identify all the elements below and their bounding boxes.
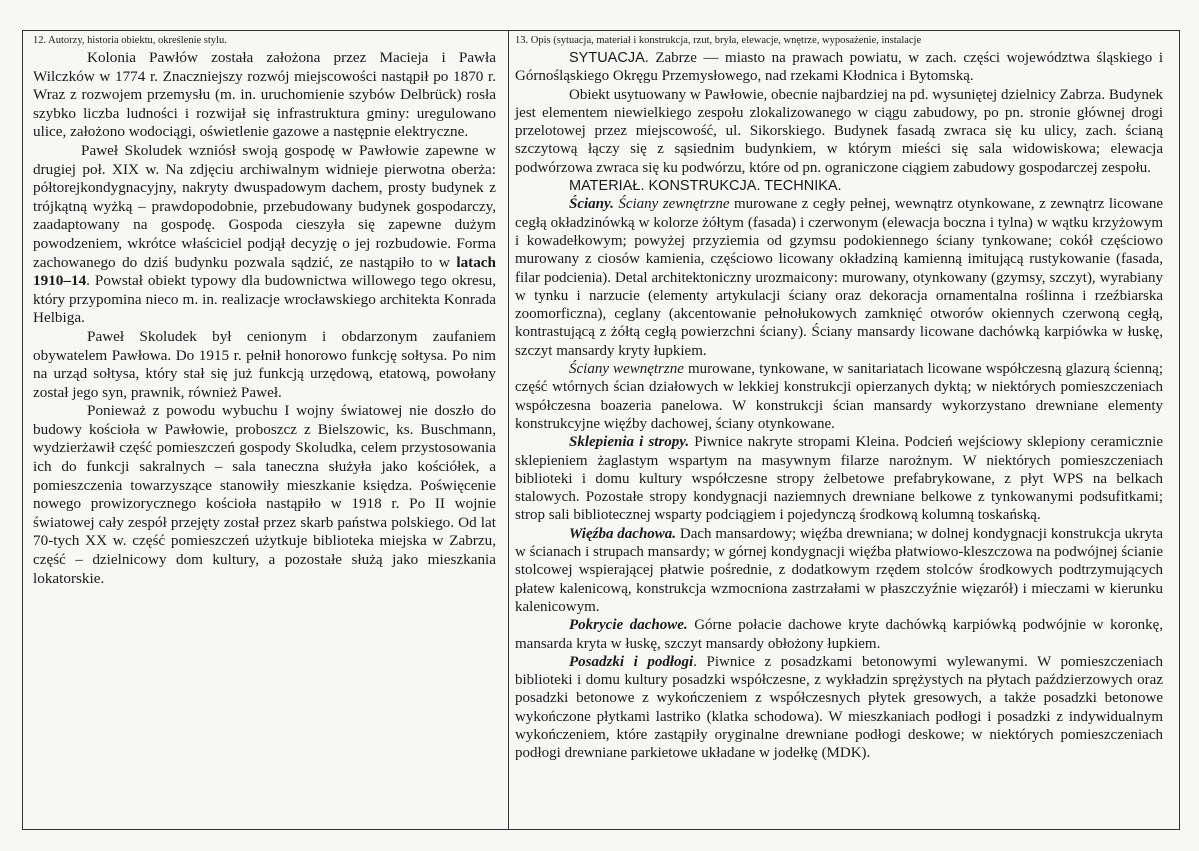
walls-paragraph — [515, 195, 1163, 360]
history-paragraph-2-text-b: . Powstał obiekt typowy dla budownictwa willowego tego okresu, który przypomina nieco m. in. realizacje wrocławskiego architekta Konrada Helbiga. — [33, 272, 496, 327]
section-12-header: 12. Autorzy, historia obiektu, określenie stylu. — [33, 35, 227, 46]
floors-heading: Posadzki i podłogi — [569, 653, 694, 670]
history-paragraph-3: Paweł Skoludek był cenionym i obdarzonym zaufaniem obywatelem Pawłowa. Do 1915 r. pełnił honorowo funkcję sołtysa. Po nim na urząd sołtysa, który stał się już funkcją urzędową, etatową, powołany został jego syn, prawnik, również Paweł. — [33, 327, 496, 401]
section-13-header: 13. Opis (sytuacja, materiał i konstrukcja, rzut, bryła, elewacje, wnętrze, wyposażenie, instalacje — [515, 35, 922, 46]
roof-truss-paragraph — [515, 525, 1163, 616]
history-paragraph-2-text-a: Paweł Skoludek wzniósł swoją gospodę w Pawłowie zapewne w drugiej poł. XIX w. Na zdjęciu archiwalnym widnieje pierwotna oberża: półtorejkondygnacyjny, nakryty dwuspadowym dachem, prosty budynek z trójkątną wyżką – prawdopodobnie, przebudowany budynek gospodarczy, zaadaptowany na gospodę. Gospoda cieszyła się zapewne dużym powodzeniem, wkrótce właściciel podjął decyzję o jej rozbudowie. Forma zachowanego do dziś budynku pozwala sądzić, ze nastąpiło to w — [33, 141, 496, 271]
walls-heading: Ściany. — [569, 196, 614, 213]
location-paragraph: Obiekt usytuowany w Pawłowie, obecnie najbardziej na pd. wysuniętej dzielnicy Zabrza. Budynek jest elementem niewielkiego zespołu zlokalizowanego w ciągu zabudowy, po pn. stronie głównej drogi przelotowej przez miejscowość, ul. Sikorskiego. Budynek fasadą zwraca się ku ulicy, zach. ścianą szczytową łączy się z sąsiednim budynkiem, w którym mieści się sala widowiskowa; elewacja podwórzowa zwraca się ku podwórzu, które od pn. ograniczone ciągiem zabudowy gospodarczej zespołu. — [515, 86, 1163, 176]
history-paragraph-2 — [33, 142, 496, 328]
roof-cover-paragraph — [515, 616, 1163, 653]
roof-truss-text: Dach mansardowy; więźba drewniana; w dolnej kondygnacji konstrukcja ukryta w ścianach i strupach mansardy; w górnej kondygnacji więźba płatwiowo-kleszczowa na podwójnej ścianie stolcowej wspierającej płatwie pośrednie, z dodatkowym rzędem stolców środkowych podtrzymujących płatew kalenicową, konstrukcja wzmocniona zastrzałami w płaszczyźnie więzarół) i mieczami w kierunku kalenicowym. — [515, 525, 1163, 615]
history-paragraph-2-dates: latach 1910–14 — [33, 253, 496, 290]
material-heading: MATERIAŁ. KONSTRUKCJA. TECHNIKA. — [569, 178, 842, 195]
walls-interior-term: Ściany wewnętrzne — [569, 361, 684, 378]
history-paragraph-4: Ponieważ z powodu wybuchu I wojny światowej nie doszło do budowy kościoła w Pawłowie, proboszcz z Bielszowic, ks. Buschmann, wydzierżawił część pomieszczeń gospody Skoludka, celem przystosowania ich do funkcji sakralnych – sala taneczna służyła jako kościółek, a pomieszczenia towarzyszące stanowiły mieszkanie księdza. Poświęcenie nowego prowizorycznego kościoła nastąpiło w 1918 r. Po II wojnie światowej cały zespół przejęty został przez skarb państwa polskiego. Od lat 70-tych XX w. część pomieszczeń użytkuje biblioteka miejska w Zabrzu, część – dzielnicowy dom kultury, a pozostałe służą jako mieszkania lokatorskie. — [33, 402, 496, 587]
walls-interior-text: murowane, tynkowane, w sanitariatach licowane współczesną glazurą ścienną; część wtórnych ścian działowych w lekkiej konstrukcji opierzanych dyktą; w niektórych pomieszczeniach współczesna boazeria panelowa. W konstrukcji ścian mansardy wykorzystano drewniane elementy konstrukcyjne więźby dachowej, ściany otynkowane. — [515, 361, 1163, 432]
history-paragraph-1: Kolonia Pawłów została założona przez Macieja i Pawła Wilczków w 1774 r. Znaczniejszy rozwój miejscowości nastąpił po 1870 r. Wraz z rozwojem przemysłu (m. in. uruchomienie szybów Delbrück) rosła szybko liczba ludności i rozwijał się infrastruktura gminy: uregulowano ulice, założono wodociągi, oświetlenie gazowe a następnie elektryczne. — [33, 49, 496, 141]
situation-paragraph — [515, 49, 1163, 86]
floors-paragraph — [515, 653, 1163, 763]
walls-exterior-term: Ściany zewnętrzne — [618, 196, 730, 213]
roof-cover-text: Górne połacie dachowe kryte dachówką karpiówką podwójnie w koronkę, mansarda kryta w łuskę, szczyt mansardy obłożony łupkiem. — [515, 617, 1163, 652]
roof-cover-heading: Pokrycie dachowe. — [569, 617, 688, 634]
history-column — [23, 31, 509, 829]
document-frame — [22, 30, 1180, 830]
vaults-text: Piwnice nakryte stropami Kleina. Podcień wejściowy sklepiony ceramicznie sklepieniem żaglastym wspartym na masywnym filarze narożnym. W niektórych pomieszczeniach biblioteki i domu kultury współczesne stropy żelbetowe prefabrykowane, z płyt WPS na belkach stalowych. Pozostałe stropy kondygnacji naziemnych drewniane belkowe z tynkowanymi podsufitkami; strop sali bibliotecznej wsparty podciągiem i pojedynczą środkową kolumną toskańską. — [515, 434, 1163, 524]
situation-heading: SYTUACJA. — [569, 50, 649, 66]
floors-text: . Piwnice z posadzkami betonowymi wylewanymi. W pomieszczeniach biblioteki i domu kultury posadzki współczesne, z wykładzin sprężystych na płytach paździerzowych oraz posadzki betonowe z wykończeniem z współczesnych płytek gresowych, a także posadzki betonowe wykończone płytkami lastriko (klatka schodowa). W mieszkaniach podłogi i posadzki z indywidualnym wykończeniem, które zastąpiły oryginalne drewniane podłogi deskowe; w niektórych pomieszczeniach podłogi drewniane parkietowe układane w jodełkę (MDK). — [515, 653, 1163, 762]
roof-truss-heading: Więźba dachowa. — [569, 525, 677, 542]
situation-text: Zabrze — miasto na prawach powiatu, w zach. części województwa śląskiego i Górnośląskiego Okręgu Przemysłowego, nad rzekami Kłodnica i Bytomską. — [515, 50, 1163, 85]
vaults-heading: Sklepienia i stropy. — [569, 434, 690, 451]
description-column — [509, 31, 1179, 829]
material-heading-line — [515, 177, 1163, 195]
walls-interior-paragraph — [515, 360, 1163, 433]
vaults-paragraph — [515, 433, 1163, 524]
walls-exterior-text: murowane z cegły pełnej, wewnątrz otynkowane, z zewnątrz licowane cegłą okładzinówką w kolorze żółtym (fasada) i czerwonym (elewacja boczna i tylna) w wątku krzyżowym i kowadełkowym; powyżej przyziemia od gzymsu podokiennego ściany tynkowane; cokół częściowo murowany z ciosów kamienia, częściowo licowany okładziną kamienną imitującą rustykowanie (fasada, filar podcienia). Detal architektoniczny urozmaicony: murowany, otynkowany (gzymsy, szczyt), wyrabiany w tynku i narzucie (elementy artykulacji ściany oraz dekoracja ornamentalna roślinna i rzeźbiarska zoomorficzna), ceglany (akcentowanie pełnołukowych zamknięć otworów okiennych czerwoną cegłą, kontrastującą z żółtą cegłą powierzchni ściany). Ściany mansardy licowane dachówką karpiówka w łuskę, szczyt mansardy kryty łupkiem. — [515, 196, 1163, 359]
